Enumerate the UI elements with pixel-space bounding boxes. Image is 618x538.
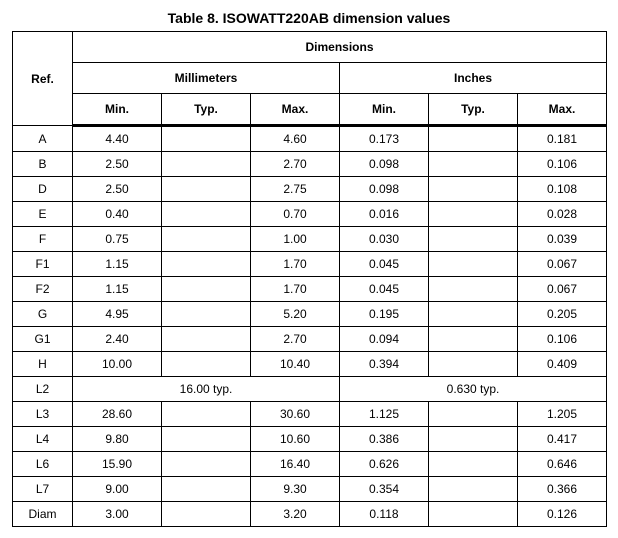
cell-mm-typ	[162, 502, 251, 527]
cell-mm-typ	[162, 126, 251, 152]
cell-mm-typ	[162, 477, 251, 502]
cell-in-min: 0.394	[340, 352, 429, 377]
cell-in-max: 0.108	[518, 177, 607, 202]
table-row	[13, 202, 607, 227]
cell-in-typ	[429, 202, 518, 227]
cell-ref: F	[13, 227, 73, 252]
cell-in-typ	[429, 452, 518, 477]
cell-mm-max: 16.40	[251, 452, 340, 477]
cell-mm-min: 9.80	[73, 427, 162, 452]
cell-in-max: 0.417	[518, 427, 607, 452]
table-row	[13, 302, 607, 327]
cell-in-min: 0.354	[340, 477, 429, 502]
cell-mm-min: 2.50	[73, 177, 162, 202]
cell-in-min: 0.098	[340, 152, 429, 177]
table-row	[13, 452, 607, 477]
cell-in-typ	[429, 352, 518, 377]
cell-ref: B	[13, 152, 73, 177]
table-row	[13, 327, 607, 352]
table-row	[13, 427, 607, 452]
cell-ref: Diam	[13, 502, 73, 527]
cell-in-typ	[429, 427, 518, 452]
cell-in-max: 0.205	[518, 302, 607, 327]
cell-in-typ	[429, 402, 518, 427]
cell-ref: L4	[13, 427, 73, 452]
cell-in-typ	[429, 327, 518, 352]
cell-mm-typ	[162, 202, 251, 227]
table-row	[13, 177, 607, 202]
cell-in-typ	[429, 227, 518, 252]
cell-ref: E	[13, 202, 73, 227]
header-millimeters: Millimeters	[73, 63, 340, 94]
cell-mm-typ	[162, 277, 251, 302]
cell-mm-typ	[162, 327, 251, 352]
cell-mm-typ	[162, 427, 251, 452]
cell-mm-min: 2.40	[73, 327, 162, 352]
cell-mm-max: 2.70	[251, 327, 340, 352]
cell-in-typ	[429, 477, 518, 502]
cell-ref: A	[13, 126, 73, 152]
header-dimensions: Dimensions	[73, 32, 607, 63]
cell-mm-min: 3.00	[73, 502, 162, 527]
cell-in-min: 0.016	[340, 202, 429, 227]
table-row	[13, 402, 607, 427]
cell-mm-typ	[162, 152, 251, 177]
cell-mm-min: 9.00	[73, 477, 162, 502]
cell-ref: L3	[13, 402, 73, 427]
cell-in-typ	[429, 252, 518, 277]
cell-mm-max: 0.70	[251, 202, 340, 227]
cell-in-max: 0.126	[518, 502, 607, 527]
table-row	[13, 252, 607, 277]
table-row	[13, 502, 607, 527]
table-row	[13, 126, 607, 152]
cell-in-typ	[429, 152, 518, 177]
cell-mm-min: 0.40	[73, 202, 162, 227]
table-title: Table 8. ISOWATT220AB dimension values	[167, 10, 451, 26]
cell-ref: L2	[13, 377, 73, 402]
cell-in-max: 0.106	[518, 152, 607, 177]
cell-in-max: 1.205	[518, 402, 607, 427]
cell-mm-max: 1.70	[251, 277, 340, 302]
cell-in-max: 0.646	[518, 452, 607, 477]
cell-mm-max: 5.20	[251, 302, 340, 327]
header-ref: Ref.	[13, 32, 73, 126]
cell-in-min: 0.030	[340, 227, 429, 252]
table-row	[13, 227, 607, 252]
cell-mm-max: 10.40	[251, 352, 340, 377]
cell-in-min: 0.045	[340, 277, 429, 302]
cell-ref: L6	[13, 452, 73, 477]
cell-mm-min: 4.40	[73, 126, 162, 152]
cell-in-min: 0.118	[340, 502, 429, 527]
cell-in-max: 0.067	[518, 277, 607, 302]
cell-mm-min: 10.00	[73, 352, 162, 377]
cell-mm-typ	[162, 227, 251, 252]
cell-in-min: 0.626	[340, 452, 429, 477]
cell-in-min: 0.098	[340, 177, 429, 202]
cell-mm-typ	[162, 452, 251, 477]
cell-ref: F2	[13, 277, 73, 302]
cell-mm-max: 2.75	[251, 177, 340, 202]
header-in-typ: Typ.	[429, 94, 518, 126]
header-mm-typ: Typ.	[162, 94, 251, 126]
table-row	[13, 477, 607, 502]
cell-mm-typ-merged: 16.00 typ.	[73, 377, 340, 402]
cell-ref: H	[13, 352, 73, 377]
cell-mm-typ	[162, 177, 251, 202]
cell-in-max: 0.028	[518, 202, 607, 227]
table-row	[13, 352, 607, 377]
table-row	[13, 152, 607, 177]
cell-in-typ-merged: 0.630 typ.	[340, 377, 607, 402]
cell-in-max: 0.409	[518, 352, 607, 377]
cell-mm-min: 1.15	[73, 277, 162, 302]
cell-in-min: 1.125	[340, 402, 429, 427]
cell-ref: L7	[13, 477, 73, 502]
cell-in-typ	[429, 126, 518, 152]
cell-mm-max: 1.70	[251, 252, 340, 277]
cell-mm-max: 9.30	[251, 477, 340, 502]
cell-mm-min: 4.95	[73, 302, 162, 327]
cell-in-typ	[429, 277, 518, 302]
header-mm-min: Min.	[73, 94, 162, 126]
cell-in-max: 0.181	[518, 126, 607, 152]
header-in-max: Max.	[518, 94, 607, 126]
cell-in-max: 0.039	[518, 227, 607, 252]
cell-in-min: 0.173	[340, 126, 429, 152]
cell-in-max: 0.366	[518, 477, 607, 502]
cell-mm-min: 0.75	[73, 227, 162, 252]
cell-mm-typ	[162, 352, 251, 377]
cell-mm-max: 10.60	[251, 427, 340, 452]
cell-mm-typ	[162, 402, 251, 427]
cell-in-min: 0.386	[340, 427, 429, 452]
cell-ref: G	[13, 302, 73, 327]
cell-mm-max: 3.20	[251, 502, 340, 527]
cell-mm-min: 28.60	[73, 402, 162, 427]
cell-in-min: 0.094	[340, 327, 429, 352]
dimension-table	[12, 31, 607, 527]
table-row	[13, 277, 607, 302]
cell-ref: G1	[13, 327, 73, 352]
cell-in-typ	[429, 302, 518, 327]
cell-in-min: 0.045	[340, 252, 429, 277]
cell-in-typ	[429, 177, 518, 202]
header-in-min: Min.	[340, 94, 429, 126]
cell-mm-max: 2.70	[251, 152, 340, 177]
cell-in-max: 0.106	[518, 327, 607, 352]
header-inches: Inches	[340, 63, 607, 94]
cell-mm-min: 1.15	[73, 252, 162, 277]
cell-mm-max: 30.60	[251, 402, 340, 427]
cell-ref: F1	[13, 252, 73, 277]
cell-in-min: 0.195	[340, 302, 429, 327]
cell-mm-min: 15.90	[73, 452, 162, 477]
cell-mm-typ	[162, 302, 251, 327]
cell-mm-typ	[162, 252, 251, 277]
cell-in-max: 0.067	[518, 252, 607, 277]
cell-ref: D	[13, 177, 73, 202]
cell-mm-max: 4.60	[251, 126, 340, 152]
cell-mm-max: 1.00	[251, 227, 340, 252]
table-row	[13, 377, 607, 402]
cell-in-typ	[429, 502, 518, 527]
cell-mm-min: 2.50	[73, 152, 162, 177]
header-mm-max: Max.	[251, 94, 340, 126]
